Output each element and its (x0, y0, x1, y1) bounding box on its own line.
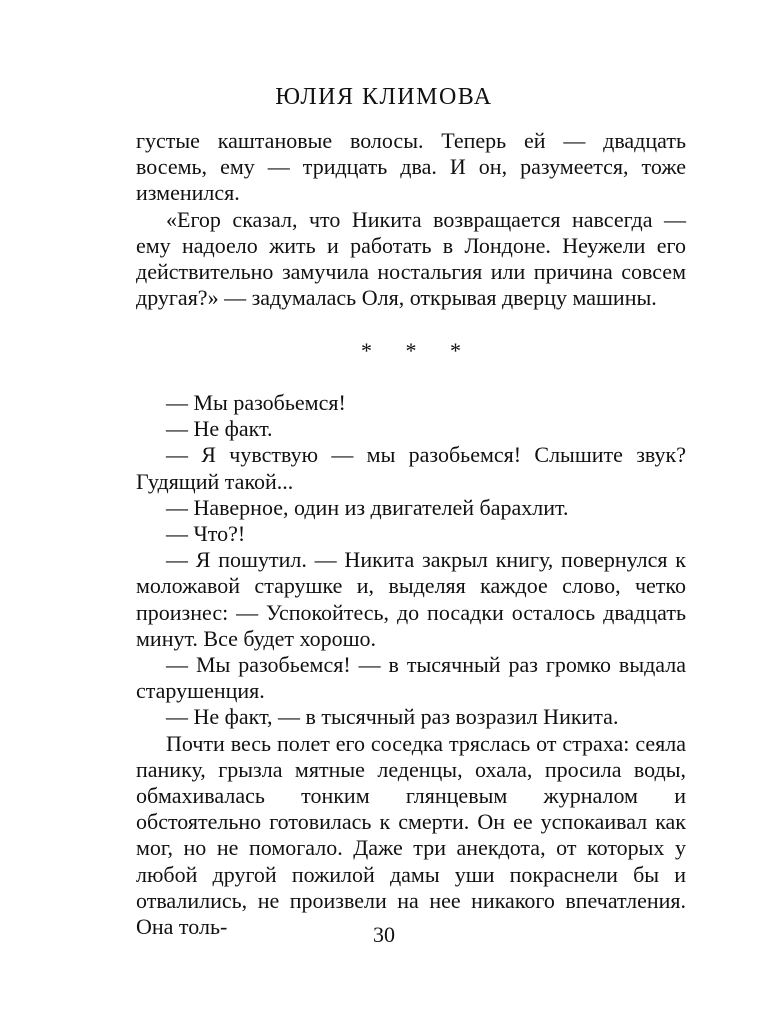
running-head: ЮЛИЯ КЛИМОВА (275, 84, 493, 110)
dialogue-line: — Не факт, — в тысячный раз возразил Никита. (166, 704, 619, 730)
dialogue-line: — Наверное, один из двигателей барахлит. (166, 494, 569, 520)
dialogue-line: — Мы разобьемся! (166, 389, 346, 415)
dialogue-line: — Что?! (166, 521, 246, 546)
paragraph: густые каштановые волосы. Теперь ей — двадцать восемь, ему — тридцать два. И он, разумеется, тоже изменился. (136, 128, 686, 206)
body-text (136, 128, 686, 940)
page-number: 30 (373, 922, 395, 947)
dialogue-line: — Я пошутил. — Никита закрыл книгу, повернулся к моложавой старушке и, выделяя каждое слово, четко произнес: — Успокойтесь, до посадки осталось двадцать минут. Все будет хорошо. (136, 547, 686, 651)
dialogue-line: — Не факт. (166, 416, 273, 442)
paragraph: «Егор сказал, что Никита возвращается навсегда — ему надоело жить и работать в Лондоне. Неужели его действительно замучила ностальгия или причина совсем другая?» — задумалась Оля, открывая дверцу машины. (136, 206, 686, 311)
dialogue-line: — Я чувствую — мы разобьемся! Слышите звук? Гудящий такой... (136, 442, 686, 494)
dialogue-line: — Мы разобьемся! — в тысячный раз громко выдала старушенция. (136, 652, 686, 704)
section-separator: * * * (361, 337, 475, 363)
paragraph: Почти весь полет его соседка тряслась от страха: сеяла панику, грызла мятные леденцы, охала, просила воды, обмахивалась тонким глянцевым журналом и обстоятельно готовилась к смерти. Он ее успокаивал как мог, но не помогало. Даже три анекдота, от которых у любой другой пожилой дамы уши покраснели бы и отвалились, не произвели на нее никакого впечатления. Она толь- (136, 730, 686, 940)
